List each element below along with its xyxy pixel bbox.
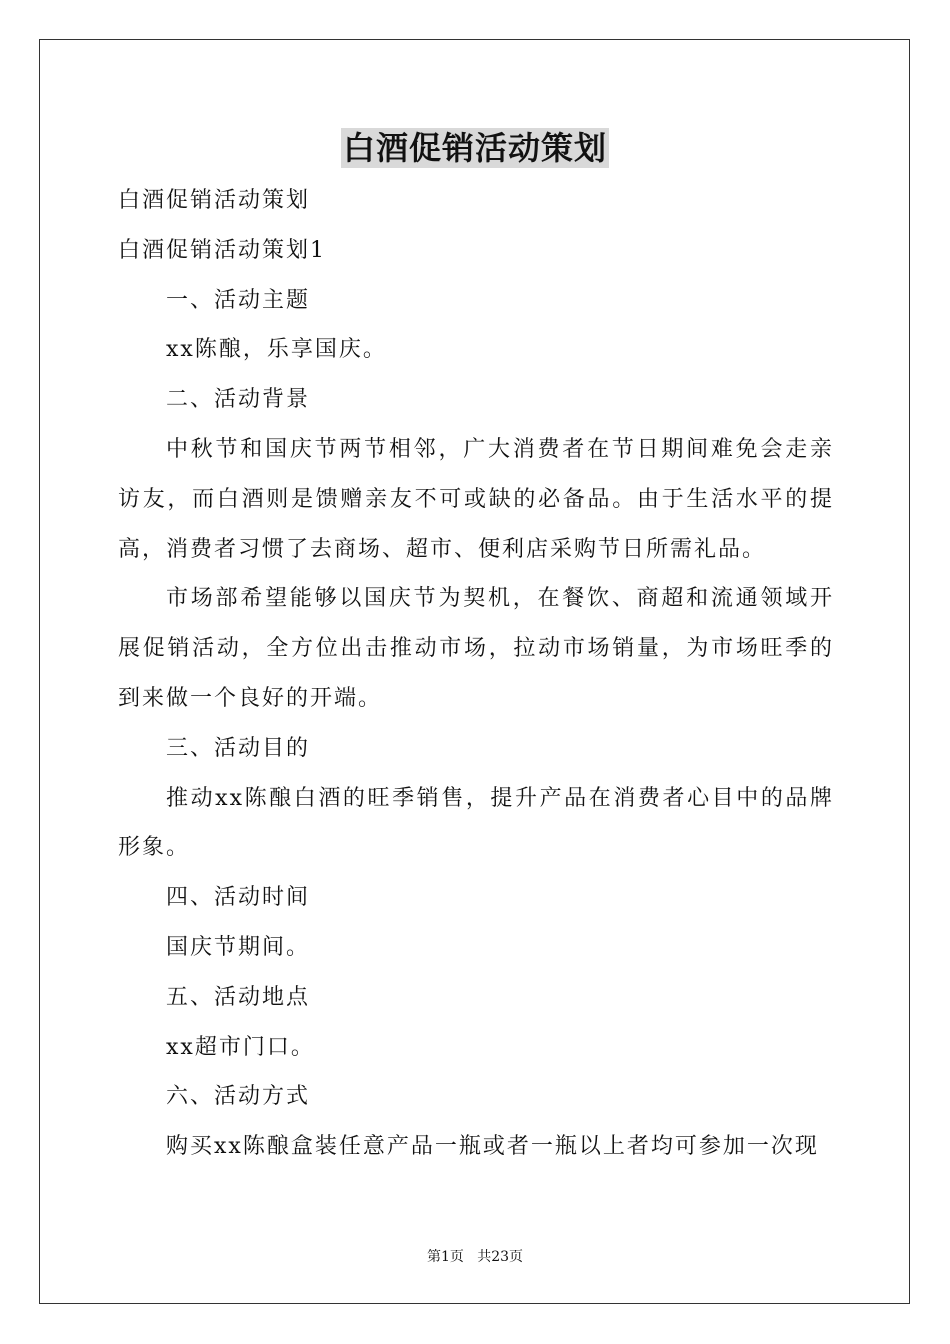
section-heading-background: 二、活动背景 [166,387,311,413]
paragraph-subheading: 白酒促销活动策划1 [118,237,326,263]
paragraph-theme: xx陈酿，乐享国庆。 [166,337,387,363]
paragraph-purpose: 推动xx陈酿白酒的旺季销售，提升产品在消费者心目中的品牌形象。 [118,785,834,861]
section-heading-purpose: 三、活动目的 [166,735,311,761]
title-container [0,128,950,168]
document-title: 白酒促销活动策划 [342,129,607,167]
section-heading-theme: 一、活动主题 [166,287,311,313]
paragraph-background-2: 市场部希望能够以国庆节为契机，在餐饮、商超和流通领域开展促销活动，全方位出击推动市场，拉动市场销量，为市场旺季的到来做一个良好的开端。 [118,586,834,711]
document-body [118,176,834,1172]
section-heading-time: 四、活动时间 [166,885,311,911]
paragraph-location: xx超市门口。 [166,1034,315,1060]
paragraph-background-1: 中秋节和国庆节两节相邻，广大消费者在节日期间难免会走亲访友，而白酒则是馈赠亲友不可或缺的必备品。由于生活水平的提高，消费者习惯了去商场、超市、便利店采购节日所需礼品。 [118,436,834,562]
paragraph-heading: 白酒促销活动策划 [118,188,311,213]
section-heading-method: 六、活动方式 [166,1084,311,1110]
page-footer: 第1页 共23页 [426,1249,524,1265]
paragraph-time: 国庆节期间。 [166,934,311,960]
section-heading-location: 五、活动地点 [166,984,311,1010]
paragraph-method: 购买xx陈酿盒装任意产品一瓶或者一瓶以上者均可参加一次现 [166,1134,819,1160]
